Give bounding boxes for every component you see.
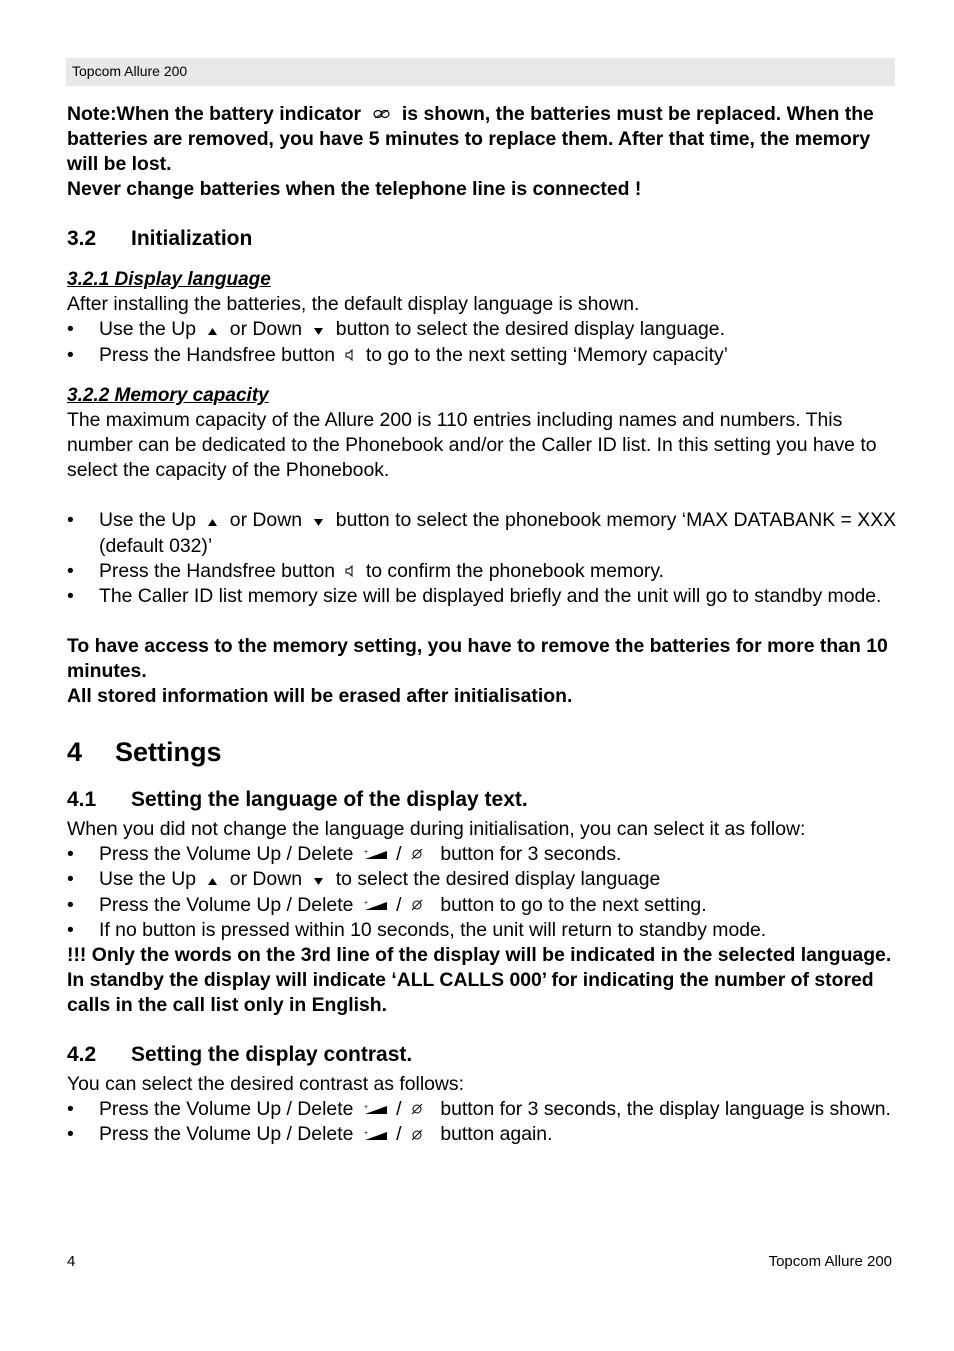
text: Use the Up xyxy=(99,318,197,341)
down-arrow-icon xyxy=(313,318,324,343)
list-item xyxy=(67,343,897,368)
svg-text:+: + xyxy=(363,1129,368,1137)
list-item: • Press the Volume Up / Delete + / button for 3 seconds. xyxy=(67,842,897,867)
section-number: 3.2 xyxy=(67,227,97,251)
paragraph: When you did not change the language during initialisation, you can select it as follow: xyxy=(67,817,806,840)
page-header xyxy=(66,58,895,86)
chapter-title: Settings xyxy=(115,736,222,767)
erase-warning: All stored information will be erased after initialisation. xyxy=(67,684,573,707)
section-heading-4-2 xyxy=(67,1042,897,1068)
list-item xyxy=(67,559,897,584)
list-item: • Press the Volume Up / Delete + / button to go to the next setting. xyxy=(67,893,897,918)
delete-icon xyxy=(411,842,423,867)
memory-warning: To have access to the memory setting, you have to remove the batteries for more than 10 minutes. xyxy=(67,634,888,682)
header-title: Topcom Allure 200 xyxy=(72,63,188,79)
bullet-list xyxy=(67,842,897,943)
svg-text:+: + xyxy=(363,1104,368,1112)
up-arrow-icon xyxy=(207,868,218,893)
never-change-note: Never change batteries when the telephone line is connected ! xyxy=(67,178,642,201)
delete-icon xyxy=(411,1123,423,1148)
bullet-list xyxy=(67,317,897,368)
chapter-heading-4 xyxy=(67,735,897,769)
volume-up-icon xyxy=(363,1123,389,1148)
text: Press the Volume Up / Delete xyxy=(99,893,354,916)
text: or Down xyxy=(229,509,303,532)
up-arrow-icon xyxy=(207,318,218,343)
up-arrow-icon xyxy=(207,509,218,534)
text: button for 3 seconds. xyxy=(440,842,622,865)
bullet-list xyxy=(67,1097,897,1148)
volume-up-icon xyxy=(363,1097,389,1122)
text: Use the Up xyxy=(99,868,197,891)
battery-note xyxy=(67,102,897,177)
page-number: 4 xyxy=(67,1253,76,1270)
delete-icon xyxy=(411,893,423,918)
text: button to select the phonebook memory ‘MAX DATABANK = XXX (default 032)’ xyxy=(99,509,897,557)
paragraph: You can select the desired contrast as follows: xyxy=(67,1073,465,1095)
language-warning: !!! Only the words on the 3rd line of the display will be indicated in the selected language. In standby the display will indicate ‘ALL CALLS 000’ for indicating the number of stored calls in the call list only in English. xyxy=(67,944,892,1016)
text: button again. xyxy=(440,1123,553,1146)
spacer xyxy=(67,609,897,634)
spacer xyxy=(67,483,897,508)
paragraph: The maximum capacity of the Allure 200 is 110 entries including names and numbers. This number can be dedicated to the Phonebook and/or the Caller ID list. In this setting you have to select the capacity of the Phonebook. xyxy=(67,409,877,482)
paragraph: After installing the batteries, the default display language is shown. xyxy=(67,293,640,316)
svg-text:+: + xyxy=(363,900,368,907)
text: or Down xyxy=(229,318,303,341)
text: to go to the next setting ‘Memory capacity’ xyxy=(365,343,728,366)
list-item: • Press the Volume Up / Delete + / button for 3 seconds, the display language is shown. xyxy=(67,1097,897,1122)
list-item: • Press the Volume Up / Delete + / button again. xyxy=(67,1122,897,1147)
bullet-list xyxy=(67,508,897,609)
subsection-heading-3-2-1: 3.2.1 Display language xyxy=(67,269,271,291)
section-title: Setting the language of the display text. xyxy=(131,787,528,811)
section-heading-3-2 xyxy=(67,226,897,252)
delete-icon xyxy=(411,1097,423,1122)
text: button to go to the next setting. xyxy=(440,893,707,916)
chapter-number: 4 xyxy=(67,736,83,767)
text: to select the desired display language xyxy=(335,868,661,891)
volume-up-icon xyxy=(363,893,389,918)
text: Press the Handsfree button xyxy=(99,343,336,366)
list-item xyxy=(67,867,897,892)
list-item xyxy=(67,508,897,558)
down-arrow-icon xyxy=(313,868,324,893)
section-title: Setting the display contrast. xyxy=(131,1043,413,1066)
page-content xyxy=(67,102,897,1148)
text: Use the Up xyxy=(99,509,197,532)
svg-text:+: + xyxy=(363,849,368,857)
text: or Down xyxy=(229,868,303,891)
footer-title: Topcom Allure 200 xyxy=(768,1253,892,1270)
list-item: • The Caller ID list memory size will be displayed briefly and the unit will go to standby mode. xyxy=(67,584,897,609)
speaker-icon xyxy=(344,559,356,584)
volume-up-icon xyxy=(363,842,389,867)
text: Press the Volume Up / Delete xyxy=(99,842,354,865)
battery-low-icon xyxy=(373,102,391,127)
text: Press the Volume Up / Delete xyxy=(99,1098,354,1120)
note-text-a: Note:When the battery indicator xyxy=(67,103,362,125)
section-number: 4.2 xyxy=(67,1043,97,1066)
text: to confirm the phonebook memory. xyxy=(365,559,665,582)
text: button to select the desired display language. xyxy=(335,318,725,341)
section-title: Initialization xyxy=(131,227,253,251)
text: Press the Volume Up / Delete xyxy=(99,1123,354,1146)
section-heading-4-1 xyxy=(67,787,897,813)
note-text-b: is shown, the batteries must be replaced. When the batteries are removed, you have 5 minutes to replace them. After that time, the memory will be lost. xyxy=(67,103,874,176)
section-number: 4.1 xyxy=(67,787,97,811)
speaker-icon xyxy=(344,343,356,368)
down-arrow-icon xyxy=(313,509,324,534)
text: button for 3 seconds, the display language is shown. xyxy=(440,1098,891,1120)
subsection-heading-3-2-2: 3.2.2 Memory capacity xyxy=(67,385,269,407)
list-item: • If no button is pressed within 10 seconds, the unit will return to standby mode. xyxy=(67,918,897,943)
list-item xyxy=(67,317,897,342)
text: Press the Handsfree button xyxy=(99,559,336,582)
